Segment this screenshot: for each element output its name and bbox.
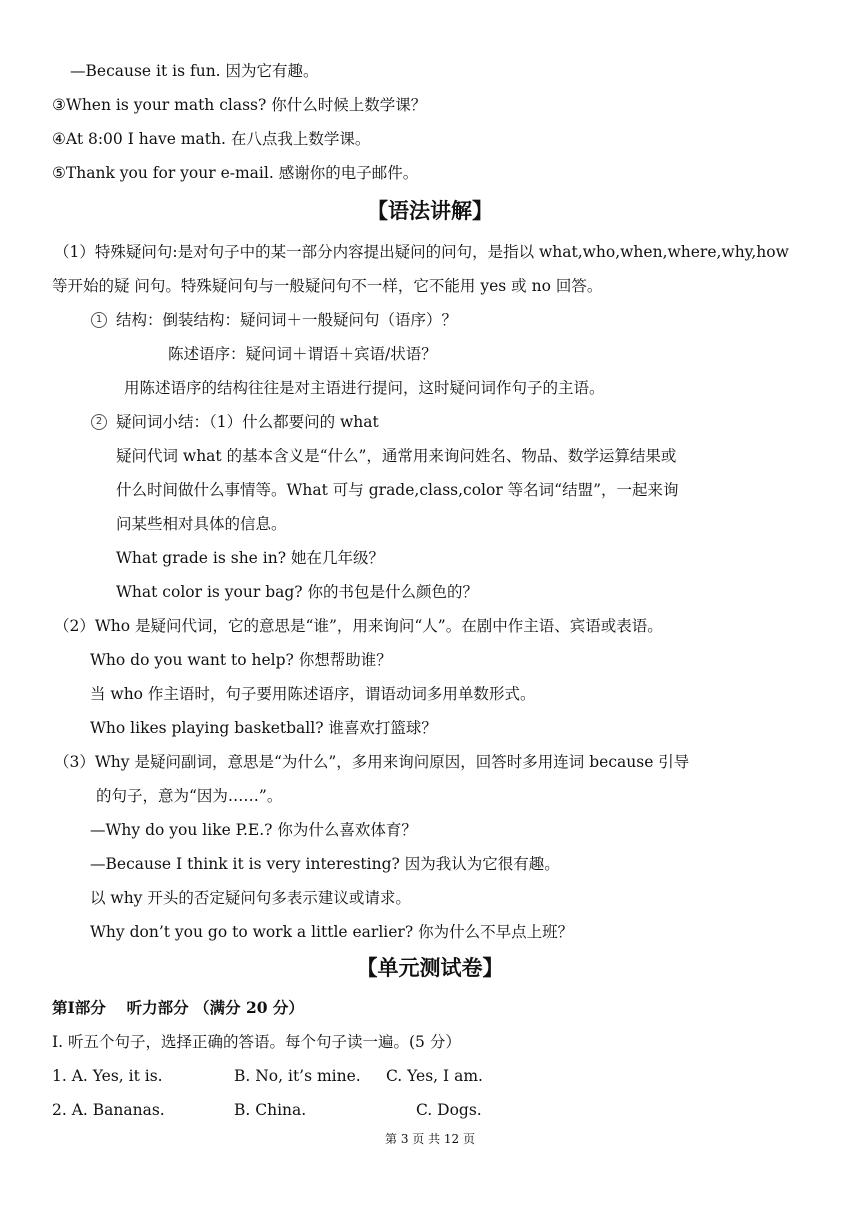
summary-title: 疑问词小结：（1）什么都要问的 what xyxy=(116,413,379,431)
sentence-4: ④At 8:00 I have math. 在八点我上数学课。 xyxy=(52,130,371,148)
what-example-1: What grade is she in? 她在几年级？ xyxy=(116,549,384,567)
question-1-option-a: 1. A. Yes, it is. xyxy=(52,1067,163,1085)
who-example-1: Who do you want to help? 你想帮助谁？ xyxy=(90,651,392,669)
what-desc-line-2: 什么时间做什么事情等。What 可与 grade,class,color 等名词“结盟”，一起来询 xyxy=(116,481,679,499)
who-title: （2）Who 是疑问代词，它的意思是“谁”，用来询问“人”。在剧中作主语、宾语或表语。 xyxy=(54,617,663,635)
grammar-heading: 【语法讲解】 xyxy=(367,199,493,223)
listening-part-title: 第Ⅰ部分 听力部分 （满分 20 分） xyxy=(52,998,304,1017)
why-example-2: —Because I think it is very interesting? 因为我认为它很有趣。 xyxy=(90,855,560,873)
grammar-p1-line1: （1）特殊疑问句:是对句子中的某一部分内容提出疑问的问句，是指以 what,who,when,where,why,how xyxy=(54,243,789,261)
who-note: 当 who 作主语时，句子要用陈述语序，谓语动词多用单数形式。 xyxy=(90,685,536,703)
what-desc-line-3: 问某些相对具体的信息。 xyxy=(116,515,287,533)
sentence-3: ③When is your math class? 你什么时候上数学课？ xyxy=(52,96,427,114)
question-1-option-c: C. Yes, I am. xyxy=(386,1067,483,1085)
dialogue-answer: —Because it is fun. 因为它有趣。 xyxy=(70,62,319,80)
section-1-instruction: I. 听五个句子，选择正确的答语。每个句子读一遍。(5 分） xyxy=(52,1033,461,1051)
what-example-2: What color is your bag? 你的书包是什么颜色的？ xyxy=(116,583,479,601)
question-1-option-b: B. No, it’s mine. xyxy=(234,1067,361,1085)
structure-line-2: 陈述语序：疑问词＋谓语＋宾语/状语？ xyxy=(168,345,437,363)
why-example-3: Why don’t you go to work a little earlier? 你为什么不早点上班？ xyxy=(90,923,574,941)
question-2-option-b: B. China. xyxy=(234,1101,307,1119)
why-title-line-2: 的句子，意为“因为……”。 xyxy=(96,787,283,805)
who-example-2: Who likes playing basketball? 谁喜欢打篮球？ xyxy=(90,719,437,737)
question-2-option-a: 2. A. Bananas. xyxy=(52,1101,165,1119)
structure-line-1: 结构：倒装结构：疑问词＋一般疑问句（语序）？ xyxy=(116,311,458,329)
structure-note: 用陈述语序的结构往往是对主语进行提问，这时疑问词作句子的主语。 xyxy=(124,379,605,397)
question-2-option-c: C. Dogs. xyxy=(416,1101,482,1119)
why-example-1: —Why do you like P.E.? 你为什么喜欢体育？ xyxy=(90,821,417,839)
why-title-line-1: （3）Why 是疑问副词，意思是“为什么”，多用来询问原因，回答时多用连词 because 引导 xyxy=(54,753,690,771)
circled-number-2: 2 xyxy=(91,414,107,430)
circled-number-1: 1 xyxy=(91,312,107,328)
why-note: 以 why 开头的否定疑问句多表示建议或请求。 xyxy=(90,889,411,907)
what-desc-line-1: 疑问代词 what 的基本含义是“什么”，通常用来询问姓名、物品、数学运算结果或 xyxy=(116,447,677,465)
grammar-p1-line2: 等开始的疑 问句。特殊疑问句与一般疑问句不一样，它不能用 yes 或 no 回答。 xyxy=(52,277,603,295)
page-footer: 第 3 页 共 12 页 xyxy=(385,1132,475,1146)
test-heading: 【单元测试卷】 xyxy=(356,956,504,980)
sentence-5: ⑤Thank you for your e-mail. 感谢你的电子邮件。 xyxy=(52,164,419,182)
